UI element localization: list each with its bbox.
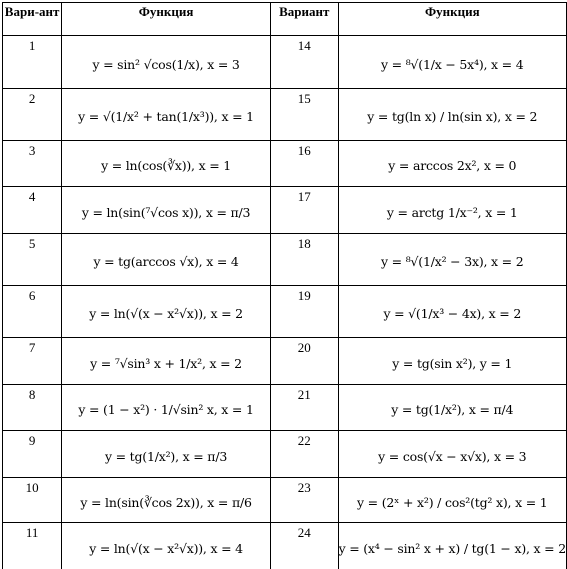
function-formula-left-cell [62,187,271,234]
variant-number-left: 4 [28,189,36,204]
function-formula-right-cell [338,286,566,338]
table-row [3,523,567,569]
function-formula-left-cell [62,141,271,187]
function-formula-right: y = tg(sin x²), y = 1 [392,355,513,371]
function-formula-left: y = ln(√(x − x²√x)), x = 2 [89,306,243,321]
variant-number-left: 10 [25,480,39,495]
function-formula-left: y = ln(cos(∛x)), x = 1 [101,158,232,173]
function-formula-left-cell [62,385,271,431]
variant-number-right-cell [270,431,338,478]
variant-number-right-cell [270,36,338,89]
function-formula-right-cell [338,89,566,141]
table-row [3,234,567,286]
variant-number-right-cell [270,523,338,569]
variant-number-left: 1 [28,38,36,53]
header-row [3,3,567,36]
variant-number-left-cell [3,187,62,234]
table-row [3,36,567,89]
function-formula-right: y = ⁸√(1/x − 5x⁴), x = 4 [381,56,524,72]
function-formula-left: y = tg(arccos √x), x = 4 [93,254,239,269]
function-formula-left-cell [62,431,271,478]
function-formula-left-cell [62,338,271,385]
variant-number-right: 16 [297,143,311,158]
variant-number-left-cell [3,523,62,569]
variant-number-left-cell [3,431,62,478]
function-formula-left-cell [62,89,271,141]
variant-number-left: 2 [28,91,36,106]
function-formula-left: y = ln(√(x − x²√x)), x = 4 [89,540,243,556]
function-formula-left: y = sin² √cos(1/x), x = 3 [92,56,240,72]
variant-number-right: 15 [297,91,311,106]
function-formula-left: y = tg(1/x²), x = π/3 [105,448,228,464]
variant-number-left-cell [3,89,62,141]
variant-number-right: 22 [297,433,311,448]
function-formula-right-cell [338,36,566,89]
function-formula-right: y = cos(√x − x√x), x = 3 [378,448,527,464]
function-formula-right: y = (x⁴ − sin² x + x) / tg(1 − x), x = 2 [338,540,566,556]
variant-number-left-cell [3,234,62,286]
table-row [3,338,567,385]
function-formula-left-cell [62,478,271,523]
table-row [3,187,567,234]
variants-table [2,2,567,569]
variant-number-left-cell [3,286,62,338]
function-formula-right-cell [338,234,566,286]
variant-number-right: 14 [297,38,311,53]
variant-number-left: 3 [28,143,36,158]
variant-number-left-cell [3,141,62,187]
variant-number-right-cell [270,286,338,338]
function-formula-left: y = (1 − x²) · 1/√sin² x, x = 1 [78,402,254,417]
function-formula-right: y = (2ˣ + x²) / cos²(tg² x), x = 1 [357,494,548,510]
table-row [3,89,567,141]
function-formula-left: y = ⁷√sin³ x + 1/x², x = 2 [90,355,242,371]
variant-number-right-cell [270,338,338,385]
variant-number-right-cell [270,141,338,187]
function-formula-right: y = arccos 2x², x = 0 [388,158,517,173]
function-formula-right: y = tg(1/x²), x = π/4 [391,402,514,417]
variant-number-left: 5 [28,236,36,251]
variant-number-left: 7 [28,340,36,355]
table-row [3,385,567,431]
variant-number-right-cell [270,234,338,286]
function-formula-left-cell [62,36,271,89]
function-formula-right: y = ⁸√(1/x² − 3x), x = 2 [381,254,524,269]
function-formula-right-cell [338,478,566,523]
variant-number-right: 20 [297,340,311,355]
variant-number-left: 8 [28,387,36,402]
table-row [3,141,567,187]
header-variant-left: Вари-ант [3,3,62,36]
header-function-left: Функция [62,3,271,36]
variant-number-right: 23 [297,480,311,495]
function-formula-right-cell [338,385,566,431]
function-formula-right-cell [338,431,566,478]
variant-number-left: 6 [28,288,36,303]
function-formula-left-cell [62,234,271,286]
function-formula-right: y = tg(ln x) / ln(sin x), x = 2 [367,109,538,124]
variant-number-left-cell [3,478,62,523]
variant-number-left-cell [3,385,62,431]
variant-number-right-cell [270,385,338,431]
function-formula-right-cell [338,141,566,187]
table-row [3,478,567,523]
function-formula-right-cell [338,523,566,569]
variant-number-right: 21 [297,387,311,402]
function-formula-left-cell [62,523,271,569]
header-variant-right: Вариант [270,3,338,36]
variant-number-right: 17 [297,189,311,204]
header-function-right: Функция [338,3,566,36]
function-formula-right-cell [338,338,566,385]
variant-number-left-cell [3,36,62,89]
function-formula-right: y = arctg 1/x⁻², x = 1 [386,204,518,220]
variant-number-left-cell [3,338,62,385]
function-formula-left: y = ln(sin(⁷√cos x)), x = π/3 [81,204,251,220]
variant-number-right-cell [270,478,338,523]
variant-number-right: 19 [297,288,311,303]
variant-number-right: 24 [297,525,311,540]
function-formula-left-cell [62,286,271,338]
variant-number-left: 11 [25,525,39,540]
function-formula-right-cell [338,187,566,234]
table-row [3,286,567,338]
function-formula-left: y = √(1/x² + tan(1/x³)), x = 1 [78,109,254,124]
variant-number-right-cell [270,187,338,234]
variant-number-right: 18 [297,236,311,251]
table-row [3,431,567,478]
function-formula-right: y = √(1/x³ − 4x), x = 2 [383,306,522,321]
variant-number-right-cell [270,89,338,141]
table-body [3,36,567,569]
function-formula-left: y = ln(sin(∛cos 2x)), x = π/6 [80,494,252,510]
variant-number-left: 9 [28,433,36,448]
